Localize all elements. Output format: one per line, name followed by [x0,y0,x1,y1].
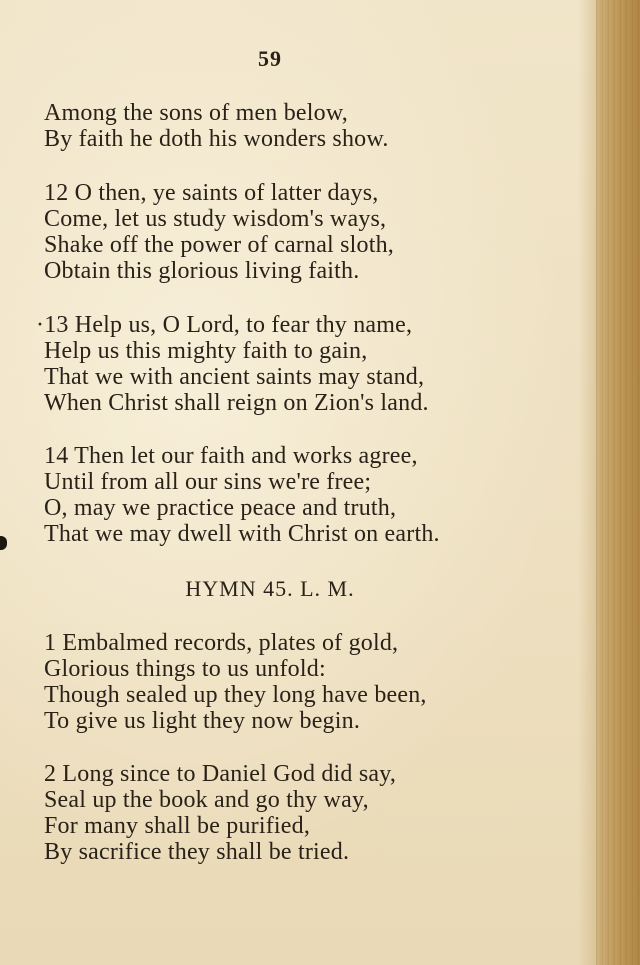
stanza-line: For many shall be purified, [44,813,311,839]
stanza-line: Among the sons of men below, [44,100,349,126]
book-spine-edge [596,0,640,965]
stanza-line: To give us light they now begin. [44,708,361,734]
stanza-line: ·13 Help us, O Lord, to fear thy name, [36,312,413,338]
stanza-line: By faith he doth his wonders show. [44,126,389,152]
gutter-shadow [578,0,596,965]
stanza-line: O, may we practice peace and truth, [44,495,397,521]
page-number: 59 [258,46,282,71]
stanza-line: Obtain this glorious living faith. [44,258,360,284]
stanza-line: That we may dwell with Christ on earth. [44,521,440,547]
stanza-line: Shake off the power of carnal sloth, [44,232,394,258]
stanza-line: 2 Long since to Daniel God did say, [44,761,397,787]
ink-blot [0,536,7,550]
hymn-title: HYMN 45. L. M. [185,576,355,601]
stanza-line: Seal up the book and go thy way, [44,787,369,813]
stanza-line: That we with ancient saints may stand, [44,364,425,390]
stanza-line: 1 Embalmed records, plates of gold, [44,630,399,656]
stanza-line: 12 O then, ye saints of latter days, [44,180,379,206]
stanza-line: Help us this mighty faith to gain, [44,338,368,364]
stanza-line: Glorious things to us unfold: [44,656,326,682]
stanza-line: 14 Then let our faith and works agree, [44,443,418,469]
stanza-line: Until from all our sins we're free; [44,469,372,495]
stanza-line: Come, let us study wisdom's ways, [44,206,387,232]
stanza-line: Though sealed up they long have been, [44,682,427,708]
stanza-line: By sacrifice they shall be tried. [44,839,350,865]
stanza-line: When Christ shall reign on Zion's land. [44,390,429,416]
